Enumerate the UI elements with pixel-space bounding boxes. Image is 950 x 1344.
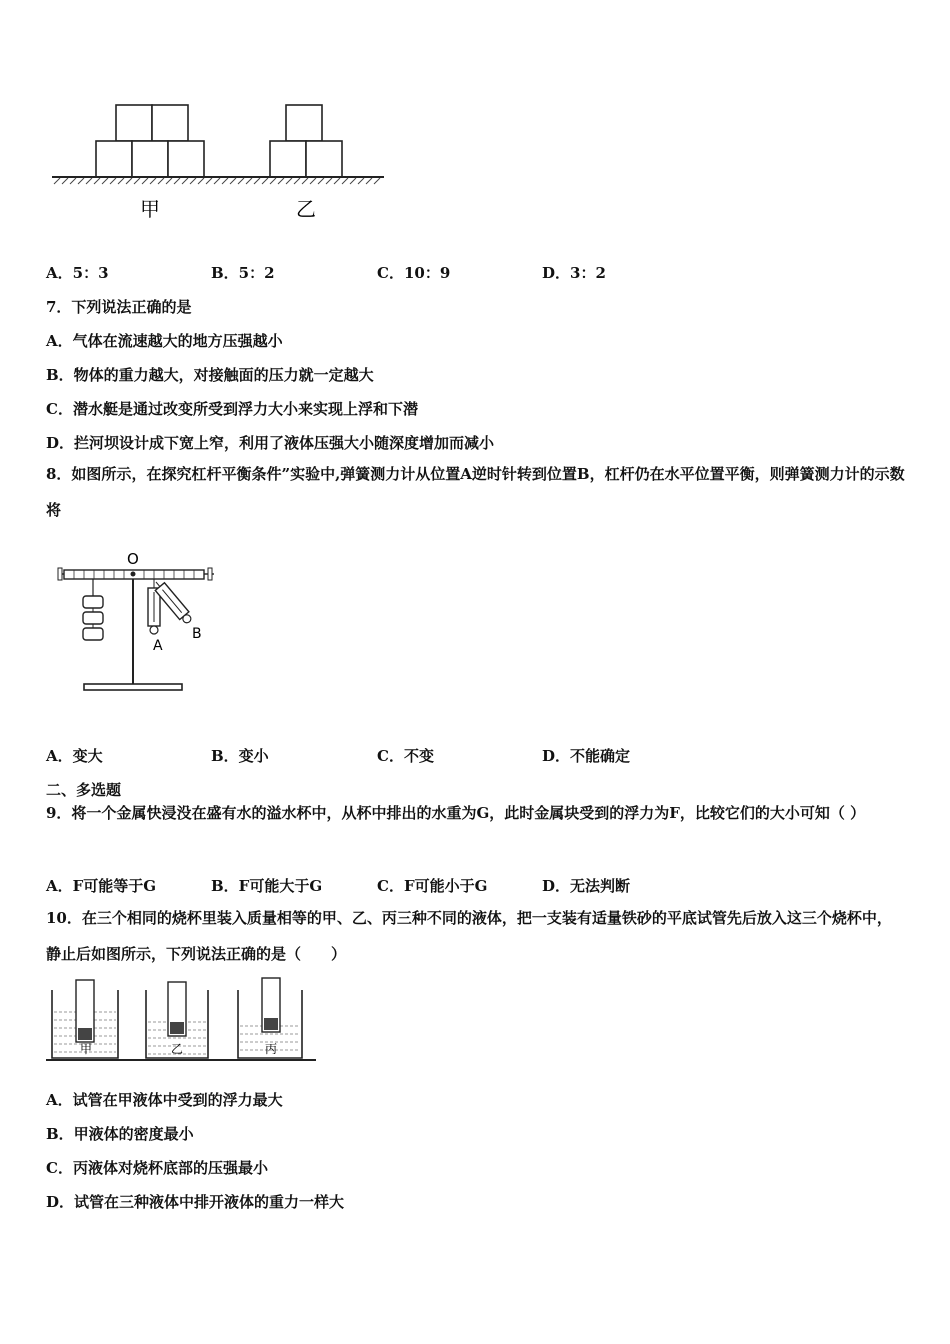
q8-option-a: A．变大	[46, 747, 103, 765]
blocks-label-yi: 乙	[296, 197, 316, 221]
beakers-figure	[44, 974, 319, 1066]
q6-option-a: A．5：3	[46, 264, 109, 282]
q6-option-d: D．3：2	[542, 264, 606, 282]
q8-stem: 8．如图所示，在探究杠杆平衡条件”实验中,弹簧测力计从位置A逆时针转到位置B，杠杆仍在水平位置平衡，则弹簧测力计的示数将	[46, 465, 905, 519]
q8-option-d: D．不能确定	[542, 747, 631, 765]
q6-option-b: B．5：2	[211, 264, 275, 282]
q9-option-a: A．F可能等于G	[46, 877, 157, 895]
q6-option-c: C．10：9	[377, 264, 451, 282]
q9-stem: 9．将一个金属快浸没在盛有水的溢水杯中，从杯中排出的水重为G，此时金属块受到的浮力为F，比较它们的大小可知（ ）	[46, 804, 866, 822]
blocks-label-jia: 甲	[140, 197, 160, 221]
q10-option-a: A．试管在甲液体中受到的浮力最大	[46, 1091, 283, 1109]
q7-option-c: C．潜水艇是通过改变所受到浮力大小来实现上浮和下潜	[46, 400, 418, 418]
lever-label-o: O	[127, 550, 139, 568]
beaker-label-yi: 乙	[171, 1042, 184, 1056]
beaker-label-bing: 丙	[265, 1042, 278, 1056]
q10-option-b: B．甲液体的密度最小	[46, 1125, 194, 1143]
q10-option-c: C．丙液体对烧杯底部的压强最小	[46, 1159, 268, 1177]
blocks-figure	[48, 100, 388, 225]
q10-option-d: D．试管在三种液体中排开液体的重力一样大	[46, 1193, 345, 1211]
lever-label-b: B	[192, 626, 202, 642]
lever-label-a: A	[153, 638, 163, 654]
lever-figure	[56, 548, 226, 700]
q9-option-c: C．F可能小于G	[377, 877, 488, 895]
q7-option-d: D．拦河坝设计成下宽上窄，利用了液体压强大小随深度增加而减小	[46, 434, 495, 452]
q7-option-a: A．气体在流速越大的地方压强越小	[46, 332, 283, 350]
q7-option-b: B．物体的重力越大，对接触面的压力就一定越大	[46, 366, 374, 384]
q8-option-c: C．不变	[377, 747, 434, 765]
q10-stem: 10．在三个相同的烧杯里装入质量相等的甲、乙、丙三种不同的液体，把一支装有适量铁砂的平底试管先后放入这三个烧杯中，静止后如图所示，下列说法正确的是（ ）	[46, 909, 892, 963]
beaker-label-jia: 甲	[80, 1042, 93, 1056]
section-heading: 二、多选题	[46, 781, 122, 799]
q9-option-d: D．无法判断	[542, 877, 631, 895]
q7-stem: 7．下列说法正确的是	[46, 298, 192, 316]
q9-option-b: B．F可能大于G	[211, 877, 323, 895]
q8-option-b: B．变小	[211, 747, 269, 765]
